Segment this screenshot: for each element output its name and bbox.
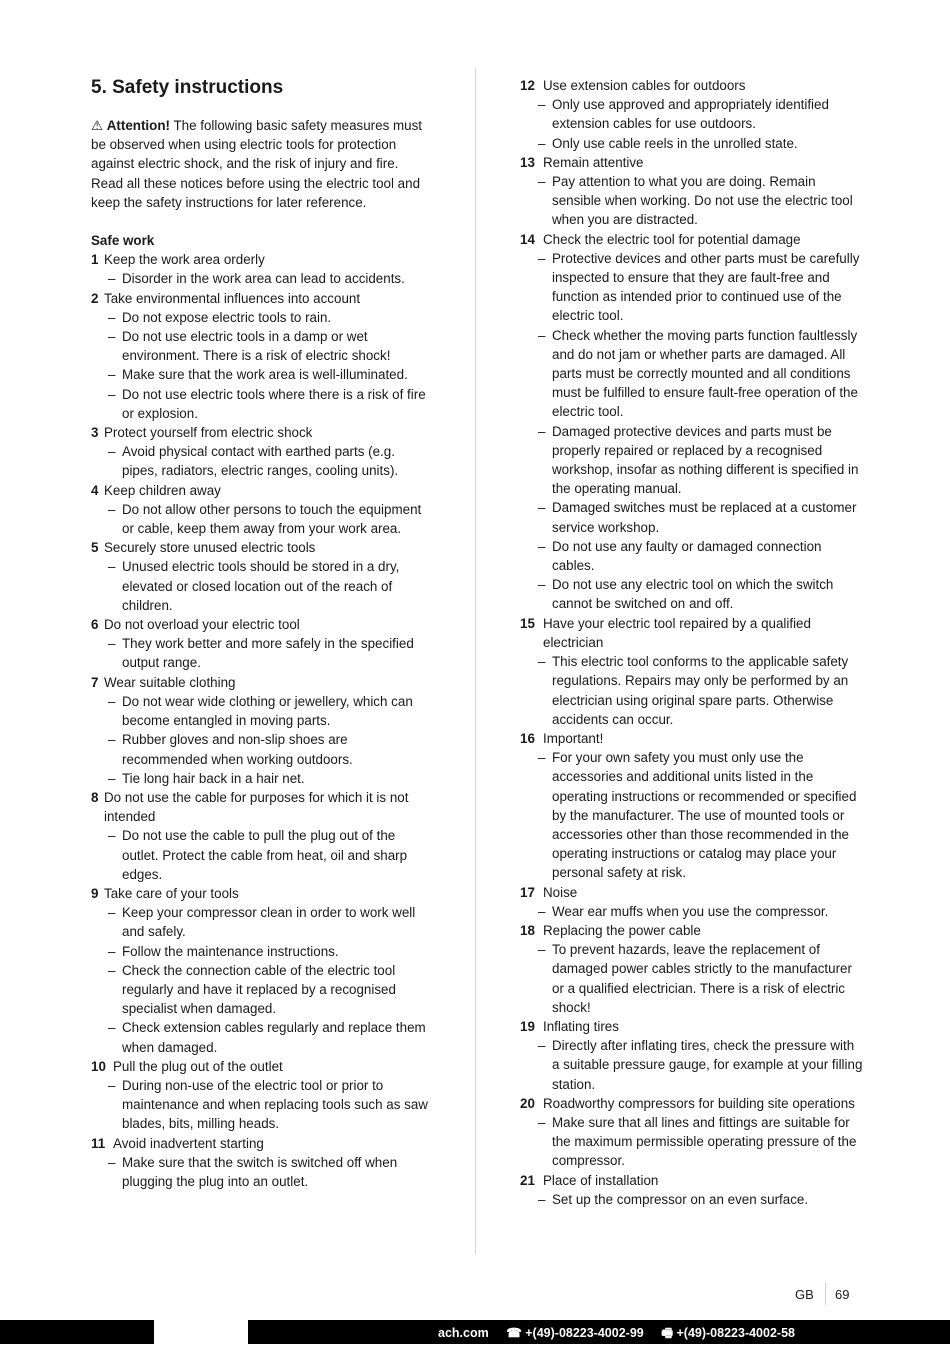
dash-marker: –	[108, 309, 116, 325]
instruction-bullet	[91, 826, 431, 884]
instruction-title	[520, 1017, 865, 1036]
dash-marker: –	[538, 327, 546, 343]
dash-marker: –	[538, 942, 546, 958]
dash-marker: –	[538, 577, 546, 593]
instruction-item	[520, 230, 865, 614]
instruction-bullet	[520, 537, 865, 575]
dash-marker: –	[108, 1077, 116, 1093]
dash-marker: –	[538, 538, 546, 554]
instruction-item	[520, 883, 865, 921]
bullet-text: Make sure that the switch is switched off when plugging the plug into an outlet.	[122, 1154, 398, 1189]
instruction-bullet	[91, 903, 431, 941]
instruction-number: 17	[520, 884, 535, 900]
instruction-title	[520, 230, 865, 249]
instruction-title	[520, 614, 865, 652]
contact-info	[438, 1324, 809, 1345]
contact-bar-gap	[154, 1320, 248, 1344]
instruction-number: 20	[520, 1095, 535, 1111]
bullet-text: Make sure that all lines and fittings are suitable for the maximum permissible operating pressure of the compressor.	[552, 1114, 857, 1169]
instruction-bullet	[91, 769, 431, 788]
instruction-number: 15	[520, 615, 535, 631]
instruction-number: 19	[520, 1018, 535, 1034]
bullet-text: For your own safety you must only use the accessories and additional units listed in the operating instructions or recommended or specified by the manufacturer. The use of mounted tools or accessories other than those recommended in the operating instructions or catalog may place your personal safety at risk.	[552, 750, 857, 881]
dash-marker: –	[108, 770, 116, 786]
instruction-bullet	[520, 1190, 865, 1209]
instruction-item	[91, 673, 431, 788]
bullet-text: Directly after inflating tires, check the pressure with a suitable pressure gauge, for example at your filling station.	[552, 1038, 863, 1092]
instruction-title-text: Remain attentive	[543, 154, 644, 170]
instruction-title-text: Inflating tires	[543, 1018, 619, 1034]
instruction-bullet	[91, 557, 431, 615]
bullet-text: Avoid physical contact with earthed parts (e.g. pipes, radiators, electric ranges, cooling units).	[122, 444, 399, 479]
warning-icon: ⚠	[91, 118, 104, 133]
contact-phone: ☎ +(49)-08223-4002-99	[506, 1326, 644, 1340]
instruction-bullet	[91, 308, 431, 327]
bullet-text: Do not use the cable to pull the plug out of the outlet. Protect the cable from heat, oil and sharp edges.	[122, 828, 408, 882]
instruction-item	[91, 538, 431, 615]
instruction-title-text: Wear suitable clothing	[104, 674, 236, 690]
instruction-title-text: Noise	[543, 884, 578, 900]
bullet-text: Wear ear muffs when you use the compressor.	[552, 903, 829, 919]
attention-label: Attention!	[106, 118, 170, 133]
instruction-title-text: Important!	[543, 730, 604, 746]
instruction-item	[91, 423, 431, 481]
instruction-title	[520, 1094, 865, 1113]
instruction-title-text: Do not use the cable for purposes for which it is not intended	[104, 789, 409, 825]
instruction-title	[91, 788, 431, 826]
instruction-bullet	[520, 575, 865, 613]
bullet-text: Damaged switches must be replaced at a customer service workshop.	[552, 500, 857, 535]
attention-text: The following basic safety measures must be observed when using electric tools for protection against electric shock, and the risk of injury and fire. Read all these notices before using the electric tool and keep the safety instructions for later reference.	[91, 118, 423, 210]
instruction-bullet	[520, 748, 865, 882]
bullet-text: Check whether the moving parts function faultlessly and do not jam or whether parts are damaged. All parts must be correctly mounted and all conditions must be fulfilled to ensure fault-free operation of the electric tool.	[552, 327, 858, 420]
bullet-text: Set up the compressor on an even surface.	[552, 1191, 809, 1207]
instruction-title-text: Have your electric tool repaired by a qualified electrician	[543, 615, 811, 650]
instruction-number: 9	[91, 885, 99, 901]
instruction-number: 5	[91, 540, 99, 556]
language-code: GB	[795, 1286, 814, 1302]
left-column	[91, 76, 431, 1191]
instruction-bullet	[520, 902, 865, 921]
bullet-text: To prevent hazards, leave the replacement of damaged power cables strictly to the manufacturer or a qualified electrician. There is a risk of electric shock!	[552, 942, 852, 1015]
instruction-title	[520, 1171, 865, 1190]
instruction-title-text: Use extension cables for outdoors	[543, 78, 746, 93]
bullet-text: Do not wear wide clothing or jewellery, which can become entangled in moving parts.	[122, 693, 413, 729]
instruction-item	[520, 76, 865, 153]
instruction-title-text: Protect yourself from electric shock	[104, 425, 313, 441]
footer-separator	[825, 1283, 826, 1305]
bullet-text: Protective devices and other parts must be carefully inspected to ensure that they are fault-free and function as intended prior to continued use of the electric tool.	[552, 250, 860, 324]
left-instruction-list	[91, 250, 431, 1191]
dash-marker: –	[108, 271, 116, 287]
dash-marker: –	[108, 732, 116, 748]
dash-marker: –	[538, 654, 546, 670]
dash-marker: –	[538, 903, 546, 919]
dash-marker: –	[108, 367, 116, 383]
instruction-item	[520, 153, 865, 230]
instruction-number: 7	[91, 674, 99, 690]
instruction-number: 2	[91, 290, 99, 306]
dash-marker: –	[538, 174, 546, 190]
instruction-title	[91, 1134, 431, 1153]
page-footer	[795, 1283, 849, 1305]
instruction-bullet	[91, 1076, 431, 1134]
dash-marker: –	[538, 500, 546, 516]
bullet-text: Pay attention to what you are doing. Remain sensible when working. Do not use the electric tool when you are distracted.	[552, 174, 853, 228]
bullet-text: This electric tool conforms to the applicable safety regulations. Repairs may only be performed by an electrician using original spare parts. Otherwise accidents can occur.	[552, 654, 849, 727]
bullet-text: Check the connection cable of the electric tool regularly and have it replaced by a recognised specialist when damaged.	[122, 962, 396, 1017]
instruction-item	[91, 1057, 431, 1134]
right-instruction-list	[520, 76, 865, 1209]
bullet-text: Only use approved and appropriately identified extension cables for use outdoors.	[552, 97, 829, 132]
column-divider	[475, 68, 476, 1254]
instruction-title	[91, 884, 431, 903]
instruction-number: 1	[91, 252, 99, 268]
dash-marker: –	[108, 1154, 116, 1170]
bullet-text: Do not use any electric tool on which the switch cannot be switched on and off.	[552, 577, 834, 612]
bullet-text: Do not allow other persons to touch the equipment or cable, keep them away from your work area.	[122, 501, 422, 537]
instruction-item	[91, 1134, 431, 1192]
instruction-bullet	[91, 365, 431, 384]
bullet-text: Follow the maintenance instructions.	[122, 943, 339, 959]
instruction-title-text: Check the electric tool for potential damage	[543, 231, 801, 247]
safe-work-subheading: Safe work	[91, 233, 155, 249]
instruction-bullet	[91, 961, 431, 1019]
instruction-bullet	[520, 326, 865, 422]
instruction-title-text: Do not overload your electric tool	[104, 617, 300, 633]
page-number: 69	[835, 1286, 850, 1302]
bullet-text: Tie long hair back in a hair net.	[122, 770, 305, 786]
contact-fax: 🖷 +(49)-08223-4002-58	[661, 1326, 795, 1340]
instruction-item	[520, 729, 865, 883]
instruction-title	[91, 1057, 431, 1076]
instruction-number: 13	[520, 154, 535, 170]
dash-marker: –	[108, 559, 116, 575]
instruction-item	[520, 614, 865, 729]
right-column	[520, 76, 865, 1209]
instruction-item	[520, 1171, 865, 1209]
instruction-item	[91, 481, 431, 539]
instruction-number: 10	[91, 1058, 106, 1074]
instruction-number: 14	[520, 231, 535, 247]
instruction-bullet	[520, 498, 865, 536]
instruction-bullet	[91, 327, 431, 365]
instruction-bullet	[91, 1018, 431, 1056]
instruction-item	[520, 1094, 865, 1171]
instruction-number: 8	[91, 789, 99, 805]
section-heading: 5. Safety instructions	[91, 77, 284, 98]
dash-marker: –	[108, 386, 116, 402]
instruction-number: 21	[520, 1172, 535, 1188]
dash-marker: –	[538, 1191, 546, 1207]
instruction-item	[520, 921, 865, 1017]
bullet-text: Unused electric tools should be stored in a dry, elevated or closed location out of the reach of children.	[122, 559, 400, 613]
bullet-text: Damaged protective devices and parts must be properly repaired or replaced by a recognised workshop, insofar as nothing different is specified in the operating manual.	[552, 423, 859, 497]
dash-marker: –	[108, 444, 116, 460]
instruction-bullet	[91, 500, 431, 538]
bullet-text: Do not use electric tools in a damp or wet environment. There is a risk of electric shock!	[122, 329, 391, 364]
bullet-text: They work better and more safely in the specified output range.	[122, 636, 414, 671]
instruction-bullet	[91, 442, 431, 480]
dash-marker: –	[538, 1114, 546, 1130]
instruction-title-text: Replacing the power cable	[543, 922, 701, 938]
instruction-item	[91, 289, 431, 423]
instruction-number: 12	[520, 78, 535, 93]
dash-marker: –	[538, 1038, 546, 1054]
instruction-item	[91, 788, 431, 884]
instruction-bullet	[91, 692, 431, 730]
instruction-title-text: Place of installation	[543, 1172, 659, 1188]
instruction-number: 16	[520, 730, 535, 746]
instruction-bullet	[520, 422, 865, 499]
instruction-bullet	[91, 385, 431, 423]
instruction-title	[520, 76, 865, 95]
instruction-bullet	[520, 134, 865, 153]
dash-marker: –	[108, 943, 116, 959]
bullet-text: Do not use any faulty or damaged connection cables.	[552, 538, 822, 574]
dash-marker: –	[108, 329, 116, 345]
instruction-bullet	[91, 634, 431, 672]
dash-marker: –	[108, 636, 116, 652]
instruction-title	[91, 250, 431, 269]
instruction-title-text: Take care of your tools	[104, 885, 239, 901]
instruction-number: 3	[91, 425, 99, 441]
instruction-number: 18	[520, 922, 535, 938]
instruction-title-text: Keep children away	[104, 482, 221, 498]
dash-marker: –	[108, 828, 116, 844]
instruction-title	[520, 921, 865, 940]
instruction-title	[91, 481, 431, 500]
bullet-text: Check extension cables regularly and replace them when damaged.	[122, 1020, 426, 1055]
instruction-bullet	[520, 95, 865, 133]
bullet-text: Do not expose electric tools to rain.	[122, 309, 332, 325]
bullet-text: Disorder in the work area can lead to accidents.	[122, 271, 405, 287]
bullet-text: During non-use of the electric tool or prior to maintenance and when replacing tools such as saw blades, bits, milling heads.	[122, 1077, 428, 1132]
instruction-title-text: Take environmental influences into account	[104, 290, 361, 306]
instruction-bullet	[91, 1153, 431, 1191]
bullet-text: Do not use electric tools where there is a risk of fire or explosion.	[122, 386, 426, 421]
instruction-number: 11	[91, 1135, 106, 1151]
instruction-title-text: Keep the work area orderly	[104, 252, 265, 268]
instruction-number: 6	[91, 617, 99, 633]
instruction-title	[520, 883, 865, 902]
instruction-title-text: Pull the plug out of the outlet	[113, 1058, 283, 1074]
instruction-item	[91, 250, 431, 288]
instruction-title	[91, 538, 431, 557]
instruction-bullet	[520, 652, 865, 729]
bullet-text: Keep your compressor clean in order to work well and safely.	[122, 905, 416, 940]
instruction-bullet	[91, 942, 431, 961]
instruction-bullet	[91, 269, 431, 288]
instruction-title-text: Roadworthy compressors for building site operations	[543, 1095, 855, 1111]
dash-marker: –	[108, 693, 116, 709]
instruction-bullet	[520, 1036, 865, 1094]
bullet-text: Only use cable reels in the unrolled state.	[552, 135, 798, 151]
dash-marker: –	[108, 501, 116, 517]
instruction-title-text: Avoid inadvertent starting	[113, 1135, 264, 1151]
dash-marker: –	[538, 750, 546, 766]
dash-marker: –	[108, 962, 116, 978]
instruction-title	[91, 673, 431, 692]
instruction-bullet	[520, 940, 865, 1017]
contact-website[interactable]: ach.com	[438, 1326, 489, 1340]
instruction-title	[91, 423, 431, 442]
dash-marker: –	[108, 905, 116, 921]
dash-marker: –	[538, 423, 546, 439]
instruction-number: 4	[91, 482, 99, 498]
instruction-title	[520, 153, 865, 172]
dash-marker: –	[538, 97, 546, 113]
dash-marker: –	[538, 135, 546, 151]
instruction-title	[91, 289, 431, 308]
dash-marker: –	[108, 1020, 116, 1036]
instruction-bullet	[520, 172, 865, 230]
instruction-item	[91, 884, 431, 1057]
attention-notice	[91, 116, 431, 212]
dash-marker: –	[538, 250, 546, 266]
instruction-title	[91, 615, 431, 634]
instruction-bullet	[520, 1113, 865, 1171]
instruction-title-text: Securely store unused electric tools	[104, 540, 316, 556]
contact-bar	[0, 1320, 950, 1344]
instruction-item	[91, 615, 431, 673]
instruction-item	[520, 1017, 865, 1094]
bullet-text: Make sure that the work area is well-illuminated.	[122, 367, 408, 383]
instruction-bullet	[91, 730, 431, 768]
bullet-text: Rubber gloves and non-slip shoes are recommended when working outdoors.	[122, 732, 353, 767]
instruction-bullet	[520, 249, 865, 326]
instruction-title	[520, 729, 865, 748]
